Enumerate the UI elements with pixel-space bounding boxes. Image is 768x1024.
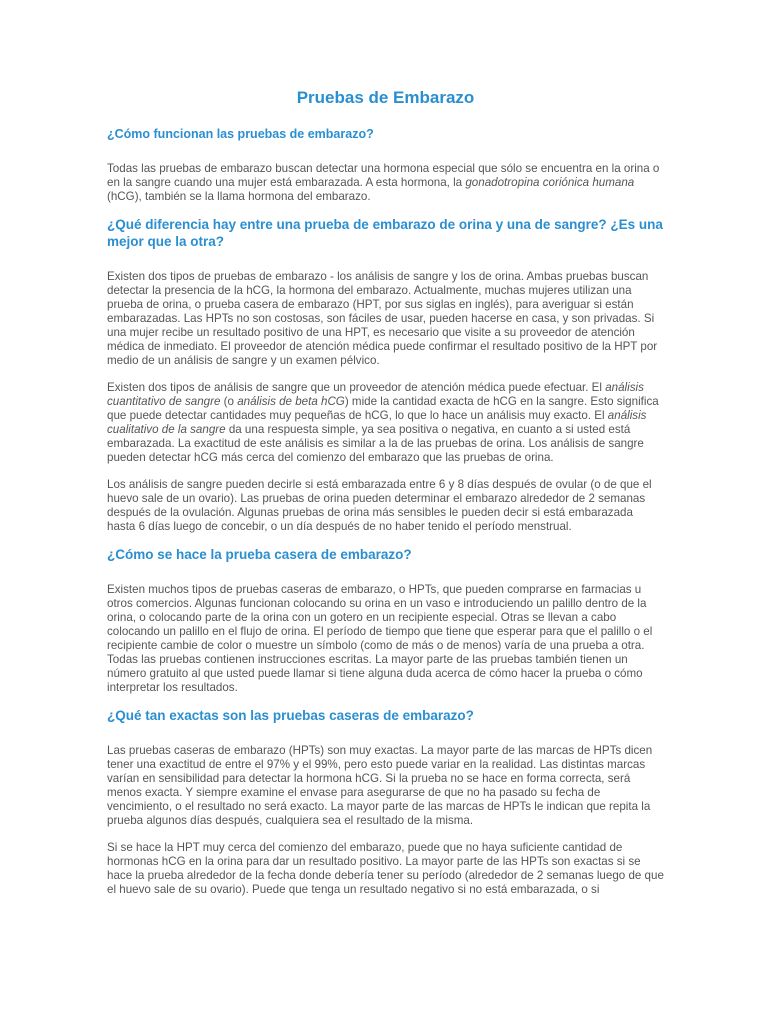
text-run: Existen dos tipos de análisis de sangre que un proveedor de atención médica puede efectuar. El xyxy=(107,381,606,394)
text-run: (hCG), también se la llama hormona del embarazo. xyxy=(107,190,371,203)
paragraph xyxy=(107,162,664,204)
paragraph xyxy=(107,381,664,465)
section-heading-como-funcionan: ¿Cómo funcionan las pruebas de embarazo? xyxy=(107,127,374,141)
paragraph xyxy=(107,841,664,897)
italic-term: análisis cuantitativo de sangre xyxy=(107,381,644,408)
text-run: Existen dos tipos de pruebas de embarazo - los análisis de sangre y los de orina. Ambas pruebas buscan detectar la presencia de la hCG, la hormona del embarazo. Actualmente, muchas mujeres utilizan una prueba de orina, o prueba casera de embarazo (HPT, por sus siglas en inglés), para averiguar si están embarazadas. Las HPTs no son costosas, son fáciles de usar, pueden hacerse en casa, y son privadas. Si una mujer recibe un resultado positivo de una HPT, es necesario que visite a su proveedor de atención médica de inmediato. El proveedor de atención médica puede confirmar el resultado positivo de la HPT por medio de un análisis de sangre y un examen pélvico. xyxy=(107,270,658,367)
italic-term: análisis cualitativo de la sangre xyxy=(107,409,647,436)
section-heading-que-tan-exactas: ¿Qué tan exactas son las pruebas caseras de embarazo? xyxy=(107,708,474,723)
text-run: Todas las pruebas de embarazo buscan detectar una hormona especial que sólo se encuentra en la orina o en la sangre cuando una mujer está embarazada. A esta hormona, la xyxy=(107,162,660,189)
text-run: ) mide la cantidad exacta de hCG en la sangre. Esto significa que puede detectar cantidades muy pequeñas de hCG, lo que lo hace un análisis muy exacto. El xyxy=(107,395,659,422)
text-run: Las pruebas caseras de embarazo (HPTs) son muy exactas. La mayor parte de las marcas de HPTs dicen tener una exactitud de entre el 97% y el 99%, pero esto puede variar en la realidad. Las distintas marcas varían en sensibilidad para detectar la hormona hCG. Si la prueba no se hace en forma correcta, será menos exacta. Y siempre examine el envase para asegurarse de que no ha pasado su fecha de vencimiento, o el resultado no será exacto. La mayor parte de las marcas de HPTs le indican que repita la prueba algunos días después, cualquiera sea el resultado de la misma. xyxy=(107,744,653,827)
paragraph xyxy=(107,478,664,534)
text-run: da una respuesta simple, ya sea positiva o negativa, en cuanto a si usted está embarazada. La exactitud de este análisis es similar a la de las pruebas de orina. Los análisis de sangre pueden detectar hCG más cerca del comienzo del embarazo que las pruebas de orina. xyxy=(107,423,644,464)
paragraph xyxy=(107,744,664,828)
paragraph xyxy=(107,270,664,368)
italic-term: análisis de beta hCG xyxy=(237,395,345,408)
italic-term: gonadotropina coriónica humana xyxy=(465,176,635,189)
section-heading-como-se-hace: ¿Cómo se hace la prueba casera de embarazo? xyxy=(107,547,412,562)
text-run: (o xyxy=(220,395,238,408)
page-title: Pruebas de Embarazo xyxy=(296,88,475,107)
text-run: Los análisis de sangre pueden decirle si está embarazada entre 6 y 8 días después de ovular (o de que el huevo sale de un ovario). Las pruebas de orina pueden determinar el embarazo alrededor de 2 semanas después de la ovulación. Algunas pruebas de orina más sensibles le pueden decir si está embarazada hasta 6 días luego de concebir, o un día después de no haber tenido el período menstrual. xyxy=(107,478,652,533)
text-run: Si se hace la HPT muy cerca del comienzo del embarazo, puede que no haya suficiente cantidad de hormonas hCG en la orina para dar un resultado positivo. La mayor parte de las HPTs son exactas si se hace la prueba alrededor de la fecha donde debería tener su período (alrededor de 2 semanas luego de que el huevo sale de su ovario). Puede que tenga un resultado negativo si no está embarazada, o si xyxy=(107,841,664,896)
paragraph xyxy=(107,583,664,695)
section-heading-diferencia: ¿Qué diferencia hay entre una prueba de embarazo de orina y una de sangre? ¿Es una mejor que la otra? xyxy=(107,217,663,249)
text-run: Existen muchos tipos de pruebas caseras de embarazo, o HPTs, que pueden comprarse en farmacias u otros comercios. Algunas funcionan colocando su orina en un vaso e introduciendo un palillo dentro de la orina, o colocando parte de la orina con un gotero en un recipiente especial. Otras se llevan a cabo colocando un palillo en el flujo de orina. El período de tiempo que tiene que esperar para que el palillo o el recipiente cambie de color o muestre un símbolo (como de más o de menos) varía de una prueba a otra. Todas las pruebas contienen instrucciones escritas. La mayor parte de las pruebas también tienen un número gratuito al que usted puede llamar si tiene alguna duda acerca de cómo hacer la prueba o cómo interpretar los resultados. xyxy=(107,583,653,694)
